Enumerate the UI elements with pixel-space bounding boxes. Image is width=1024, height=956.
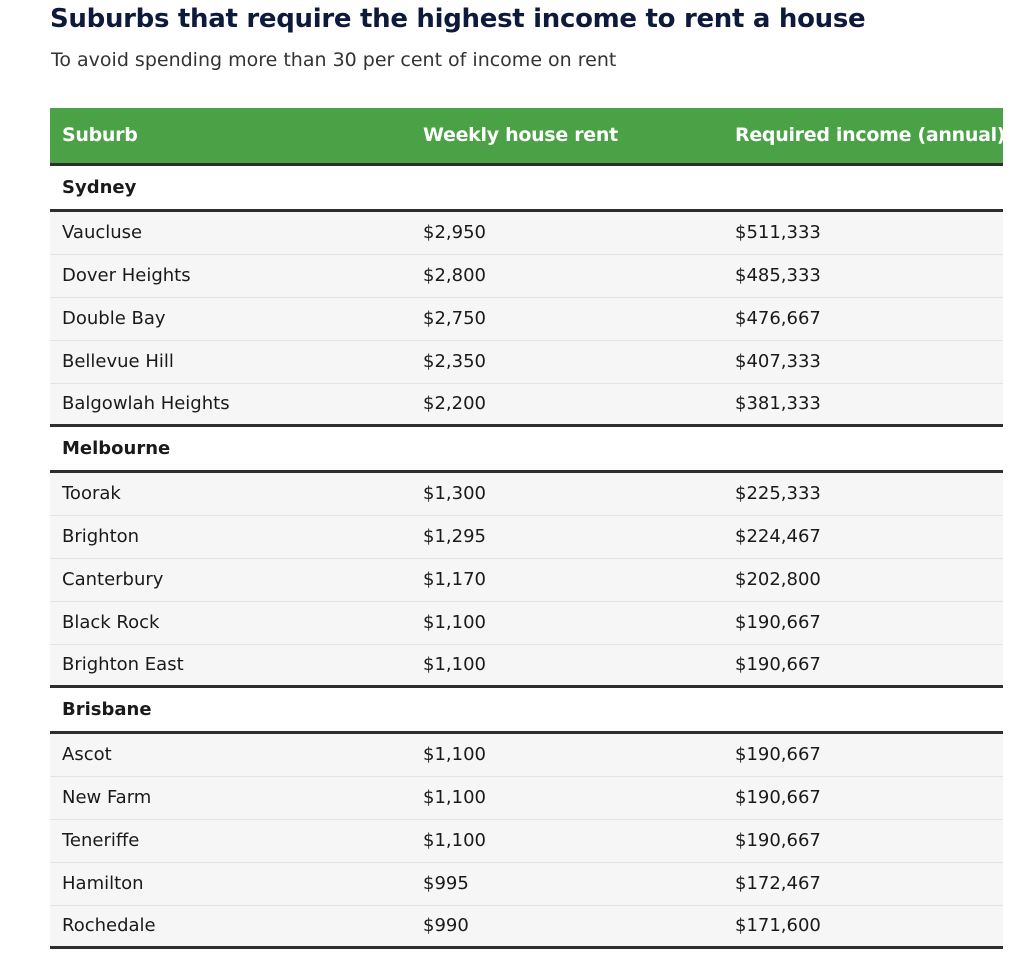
- required-income-cell: $190,667: [735, 654, 821, 675]
- weekly-rent-cell: $1,100: [423, 830, 486, 851]
- table-row: [50, 602, 1003, 645]
- table-row: [50, 341, 1003, 384]
- table-row: [50, 734, 1003, 777]
- weekly-rent-cell: $2,800: [423, 265, 486, 286]
- table-row: [50, 473, 1003, 516]
- table-header-row: [50, 108, 1006, 166]
- required-income-cell: $225,333: [735, 483, 821, 504]
- suburb-cell: Hamilton: [62, 873, 144, 894]
- required-income-cell: $511,333: [735, 222, 821, 243]
- table-row: [50, 906, 1003, 949]
- suburb-cell: Brighton: [62, 526, 140, 547]
- table-row: [50, 384, 1003, 427]
- required-income-cell: $485,333: [735, 265, 821, 286]
- suburb-cell: Rochedale: [62, 915, 156, 936]
- table-row: [50, 863, 1003, 906]
- required-income-cell: $171,600: [735, 915, 821, 936]
- table-row: [50, 298, 1003, 341]
- suburb-cell: Balgowlah Heights: [62, 393, 230, 414]
- weekly-rent-cell: $990: [423, 915, 469, 936]
- suburb-cell: Black Rock: [62, 612, 160, 633]
- weekly-rent-cell: $1,100: [423, 787, 486, 808]
- table-row: [50, 559, 1003, 602]
- page-title: Suburbs that require the highest income to rent a house: [50, 4, 866, 34]
- table-row: [50, 777, 1003, 820]
- weekly-rent-cell: $1,300: [423, 483, 486, 504]
- column-header-required-income: Required income (annual): [735, 124, 1006, 146]
- suburb-cell: Ascot: [62, 744, 112, 765]
- required-income-cell: $381,333: [735, 393, 821, 414]
- suburb-cell: Double Bay: [62, 308, 166, 329]
- required-income-cell: $202,800: [735, 569, 821, 590]
- required-income-cell: $224,467: [735, 526, 821, 547]
- suburb-cell: Teneriffe: [62, 830, 140, 851]
- table-row: [50, 820, 1003, 863]
- group-label: Melbourne: [62, 438, 171, 459]
- group-row: [50, 688, 1003, 734]
- suburb-cell: Dover Heights: [62, 265, 191, 286]
- required-income-cell: $190,667: [735, 787, 821, 808]
- suburb-cell: Bellevue Hill: [62, 351, 174, 372]
- weekly-rent-cell: $2,950: [423, 222, 486, 243]
- suburb-cell: Canterbury: [62, 569, 164, 590]
- group-label: Brisbane: [62, 699, 152, 720]
- group-row: [50, 166, 1003, 212]
- weekly-rent-cell: $1,100: [423, 654, 486, 675]
- required-income-cell: $190,667: [735, 830, 821, 851]
- required-income-cell: $190,667: [735, 744, 821, 765]
- column-header-weekly-rent: Weekly house rent: [423, 124, 618, 146]
- group-row: [50, 427, 1003, 473]
- table-row: [50, 255, 1003, 298]
- required-income-cell: $190,667: [735, 612, 821, 633]
- weekly-rent-cell: $1,100: [423, 744, 486, 765]
- required-income-cell: $476,667: [735, 308, 821, 329]
- column-header-suburb: Suburb: [62, 124, 138, 146]
- rent-table: [50, 108, 1006, 949]
- weekly-rent-cell: $2,200: [423, 393, 486, 414]
- suburb-cell: Vaucluse: [62, 222, 143, 243]
- suburb-cell: New Farm: [62, 787, 152, 808]
- page-subtitle: To avoid spending more than 30 per cent of income on rent: [51, 49, 617, 71]
- weekly-rent-cell: $1,170: [423, 569, 486, 590]
- weekly-rent-cell: $2,750: [423, 308, 486, 329]
- table-row: [50, 212, 1003, 255]
- required-income-cell: $407,333: [735, 351, 821, 372]
- weekly-rent-cell: $995: [423, 873, 469, 894]
- suburb-cell: Toorak: [62, 483, 121, 504]
- weekly-rent-cell: $1,295: [423, 526, 486, 547]
- weekly-rent-cell: $2,350: [423, 351, 486, 372]
- suburb-cell: Brighton East: [62, 654, 184, 675]
- required-income-cell: $172,467: [735, 873, 821, 894]
- table-row: [50, 516, 1003, 559]
- table-row: [50, 645, 1003, 688]
- weekly-rent-cell: $1,100: [423, 612, 486, 633]
- group-label: Sydney: [62, 177, 137, 198]
